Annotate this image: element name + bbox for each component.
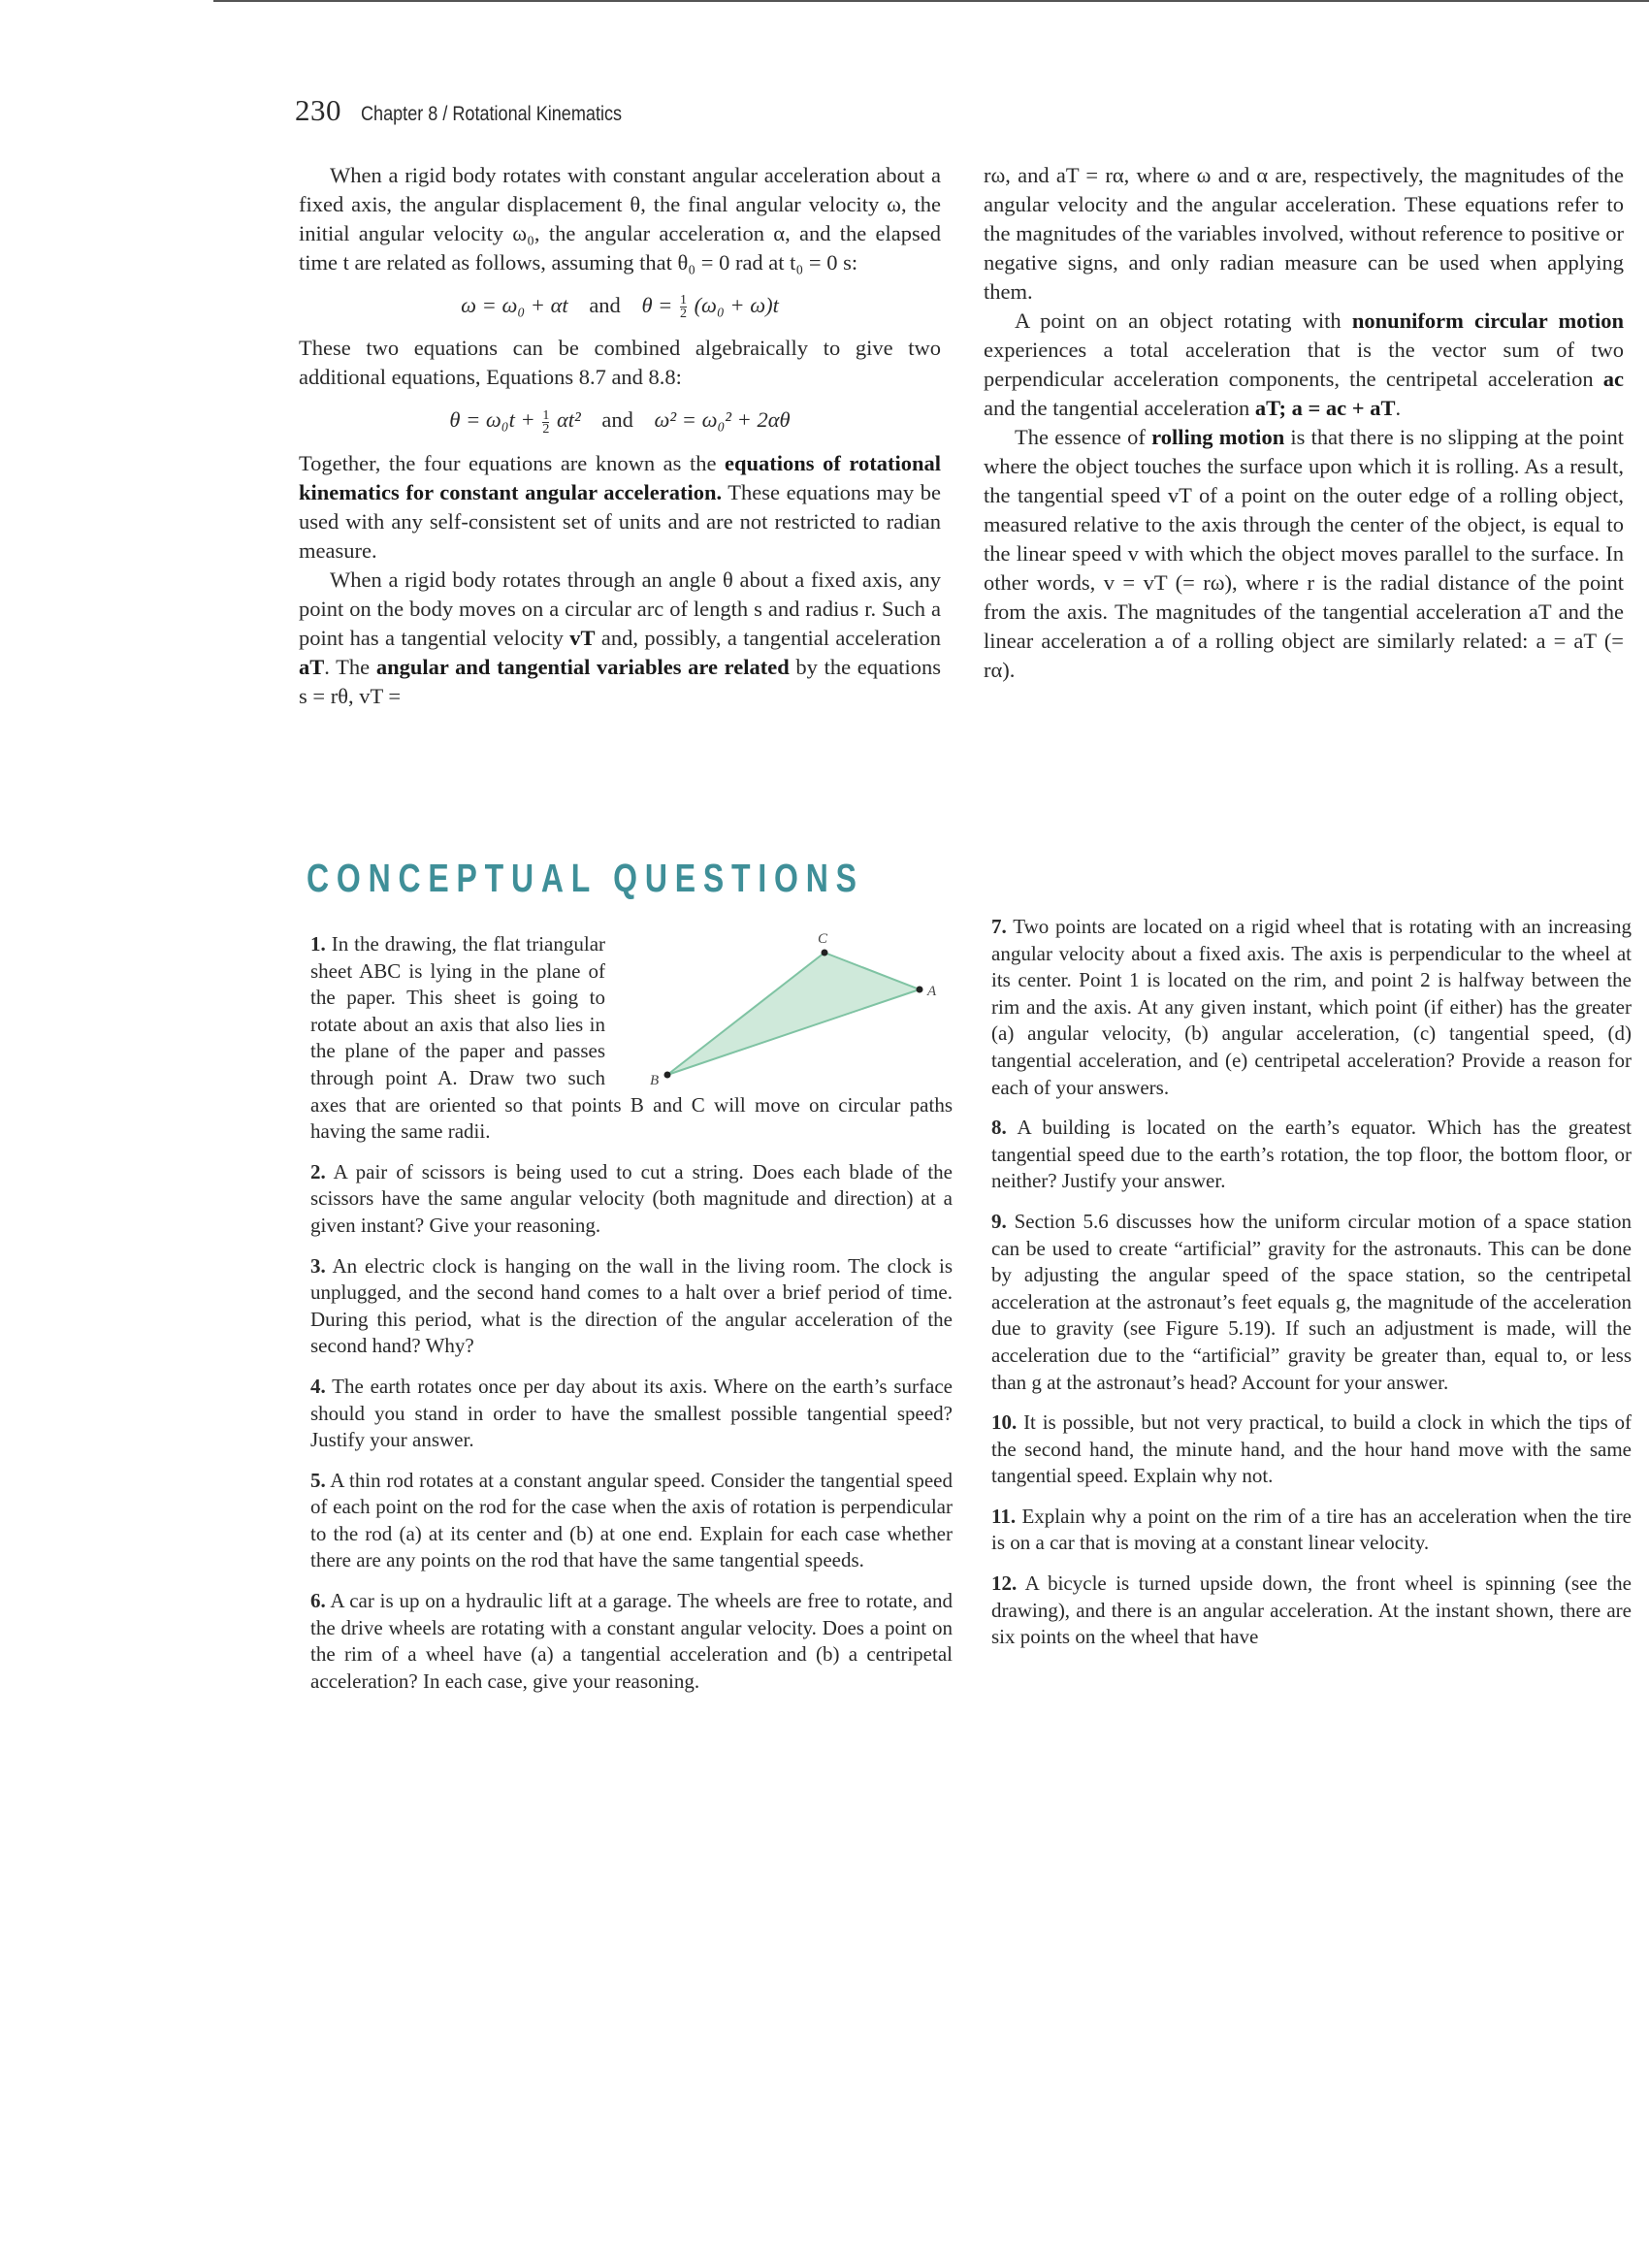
summary-paragraph: These two equations can be combined algebraically to give two additional equations, Equations 8.7 and 8.8: bbox=[299, 336, 941, 390]
question-text: A building is located on the earth’s equator. Which has the greatest tangential speed due to the earth’s rotation, the top floor, the bottom floor, or neither? Justify your answer. bbox=[991, 1116, 1632, 1193]
question-text: A pair of scissors is being used to cut a string. Does each blade of the scissors have the same angular velocity (both magnitude and direction) at a given instant? Give your reasoning. bbox=[310, 1159, 953, 1237]
triangle-diagram bbox=[615, 931, 964, 1086]
equation-line-1 bbox=[299, 291, 941, 320]
point-c bbox=[822, 950, 828, 956]
summary-paragraph bbox=[984, 307, 1624, 423]
triangle-abc-figure bbox=[615, 931, 964, 1086]
point-b bbox=[664, 1072, 671, 1079]
page-number: 230 bbox=[295, 93, 341, 127]
question-number: 2. bbox=[310, 1159, 326, 1183]
question-item bbox=[991, 1209, 1632, 1396]
summary-paragraph bbox=[984, 423, 1624, 685]
summary-paragraph: When a rigid body rotates with constant angular acceleration about a fixed axis, the angular displacement θ, the final angular velocity ω, the initial angular velocity ω₀, the angular acceleration α, and the elapsed time t are related as follows, assuming that θ₀ = 0 rad at t₀ = 0 s: bbox=[299, 163, 941, 275]
text-run: . bbox=[1395, 396, 1402, 420]
summary-left-column bbox=[299, 161, 941, 711]
fraction-denominator: 2 bbox=[679, 307, 687, 322]
question-item bbox=[310, 931, 953, 1146]
equation-line-2 bbox=[299, 405, 941, 435]
text-run: by the equations s = rθ, vT = bbox=[299, 654, 941, 708]
question-number: 6. bbox=[310, 1589, 326, 1613]
summary-paragraph bbox=[299, 566, 941, 711]
equation: θ = bbox=[641, 293, 673, 317]
question-item bbox=[991, 914, 1632, 1101]
fraction bbox=[542, 409, 549, 436]
equation-connector: and bbox=[601, 407, 633, 433]
equation: αt² bbox=[556, 407, 581, 433]
question-text: A thin rod rotates at a constant angular speed. Consider the tangential speed of each point on the rod for the case when the axis of rotation is perpendicular to the rod (a) at its center and (b) at one end. Explain for each case whether there are any points on the rod that have the same tangential speeds. bbox=[310, 1468, 953, 1572]
text-run: experiences a total acceleration that is the vector sum of two perpendicular acceleration components, the centripetal acceleration bbox=[984, 338, 1624, 391]
question-text: Section 5.6 discusses how the uniform circular motion of a space station can be used to create “artificial” gravity for the astronauts. This can be done by adjusting the angular speed of the space station, so the centripetal acceleration at the astronaut’s feet equals g, the magnitude of the acceleration due to gravity (see Figure 5.19). If such an adjustment is made, will the acceleration due to the “artificial” gravity be greater than, equal to, or less than g at the astronaut’s head? Account for your answer. bbox=[991, 1209, 1632, 1394]
section-heading: CONCEPTUAL QUESTIONS bbox=[307, 856, 864, 900]
question-item bbox=[310, 1253, 953, 1360]
questions-right-column bbox=[991, 914, 1632, 1665]
fraction-numerator: 1 bbox=[679, 293, 687, 308]
triangle-sheet bbox=[667, 953, 920, 1075]
question-number: 7. bbox=[991, 915, 1007, 938]
label-c: C bbox=[818, 931, 828, 947]
summary-paragraph: rω, and aT = rα, where ω and α are, respectively, the magnitudes of the angular velocity and the angular acceleration. These equations refer to the magnitudes of the variables involved, without reference to positive or negative signs, and only radian measure can be used when applying them. bbox=[984, 163, 1624, 304]
equation: ω = ω₀ + αt bbox=[461, 293, 568, 317]
vector-symbol: vT bbox=[569, 625, 596, 650]
question-number: 9. bbox=[991, 1209, 1007, 1233]
question-number: 3. bbox=[310, 1253, 326, 1278]
question-item bbox=[991, 1571, 1632, 1651]
vector-equation: aT; a = ac + aT bbox=[1254, 396, 1396, 420]
text-run: Together, the four equations are known as the bbox=[299, 450, 726, 475]
question-item bbox=[310, 1468, 953, 1574]
chapter-title: Chapter 8 / Rotational Kinematics bbox=[361, 103, 623, 125]
summary-paragraph bbox=[299, 449, 941, 566]
question-text: It is possible, but not very practical, to build a clock in which the tips of the second hand, the minute hand, and the hour hand move with the same tangential speed. Explain why not. bbox=[991, 1410, 1632, 1488]
fraction-numerator: 1 bbox=[542, 407, 550, 423]
question-item bbox=[991, 1115, 1632, 1195]
vector-symbol: aT bbox=[299, 654, 325, 679]
key-term: nonuniform circular motion bbox=[1351, 308, 1624, 333]
key-term: equations of rotational kinematics for constant angular acceleration. bbox=[299, 450, 941, 504]
question-text: In the drawing, the flat triangular sheet ABC is lying in the plane of the paper. This sheet is going to rotate about an axis that also lies in the plane of the paper and passes through point A. Draw two such axes that are oriented so that points B and C will move on circular paths having the same radii. bbox=[310, 932, 953, 1144]
equation: ω² = ω₀² + 2αθ bbox=[654, 407, 791, 433]
question-item bbox=[991, 1409, 1632, 1490]
point-a bbox=[917, 987, 923, 993]
question-item bbox=[310, 1374, 953, 1454]
text-run: is that there is no slipping at the point where the object touches the surface upon which it is rolling. As a result, the tangential speed vT of a point on the outer edge of a rolling object, measured relative to the axis through the center of the object, is equal to the linear speed v with which the object moves parallel to the surface. In other words, v = vT (= rω), where r is the radial distance of the point from the axis. The magnitudes of the tangential acceleration aT and the linear acceleration a of a rolling object are similarly related: a = aT (= rα). bbox=[984, 425, 1624, 682]
question-text: Two points are located on a rigid wheel that is rotating with an increasing angular velocity about a fixed axis. The axis is perpendicular to the wheel at its center. Point 1 is located on the rim, and point 2 is halfway between the rim and the axis. At any given instant, which point (if either) has the greater (a) angular velocity, (b) angular acceleration, (c) tangential speed, (d) tangential acceleration, and (e) centripetal acceleration? Provide a reason for each of your answers. bbox=[991, 915, 1632, 1099]
question-number: 8. bbox=[991, 1116, 1007, 1140]
equation: θ = ω₀t + bbox=[449, 407, 535, 433]
question-number: 1. bbox=[310, 932, 326, 956]
question-item bbox=[991, 1504, 1632, 1557]
question-number: 11. bbox=[991, 1504, 1017, 1528]
text-run: . The bbox=[324, 654, 376, 679]
question-number: 12. bbox=[991, 1571, 1018, 1596]
question-number: 5. bbox=[310, 1468, 326, 1492]
label-a: A bbox=[927, 984, 937, 999]
fraction bbox=[680, 294, 687, 320]
questions-left-column bbox=[310, 931, 953, 1708]
key-term: angular and tangential variables are related bbox=[375, 654, 790, 679]
equation: (ω₀ + ω)t bbox=[694, 293, 779, 317]
text-run: When a rigid body rotates through an angle θ about a fixed axis, any point on the body moves on a circular arc of length s and radius r. Such a point has a tangential velocity bbox=[299, 567, 941, 650]
text-run: A point on an object rotating with bbox=[1015, 308, 1352, 333]
question-number: 4. bbox=[310, 1374, 326, 1398]
question-text: Explain why a point on the rim of a tire has an acceleration when the tire is on a car that is moving at a constant linear velocity. bbox=[991, 1504, 1632, 1555]
key-term: rolling motion bbox=[1151, 425, 1285, 449]
vector-symbol: ac bbox=[1602, 367, 1624, 391]
text-run: These equations may be used with any self-consistent set of units and are not restricted to radian measure. bbox=[299, 479, 941, 563]
text-run: The essence of bbox=[1015, 425, 1152, 449]
page-header bbox=[295, 93, 664, 132]
question-item bbox=[310, 1588, 953, 1695]
fraction-denominator: 2 bbox=[542, 421, 550, 437]
label-b: B bbox=[650, 1073, 660, 1086]
question-number: 10. bbox=[991, 1410, 1018, 1435]
question-text: An electric clock is hanging on the wall in the living room. The clock is unplugged, and the second hand comes to a halt over a brief period of time. During this period, what is the direction of the angular acceleration of the second hand? Why? bbox=[310, 1253, 953, 1358]
summary-right-column bbox=[984, 161, 1624, 685]
text-run: and the tangential acceleration bbox=[984, 396, 1255, 420]
question-text: A bicycle is turned upside down, the front wheel is spinning (see the drawing), and there is an angular acceleration. At the instant shown, there are six points on the wheel that have bbox=[991, 1571, 1633, 1649]
question-text: A car is up on a hydraulic lift at a garage. The wheels are free to rotate, and the drive wheels are rotating with a constant angular velocity. Does a point on the rim of a wheel have (a) a tangential acceleration and (b) a centripetal acceleration? In each case, give your reasoning. bbox=[310, 1589, 954, 1693]
question-text: The earth rotates once per day about its axis. Where on the earth’s surface should you stand in order to have the smallest possible tangential speed? Justify your answer. bbox=[310, 1374, 953, 1452]
text-run: and, possibly, a tangential acceleration bbox=[595, 625, 941, 650]
page-top-rule bbox=[213, 0, 1649, 2]
equation-connector: and bbox=[589, 293, 621, 317]
question-item bbox=[310, 1159, 953, 1240]
